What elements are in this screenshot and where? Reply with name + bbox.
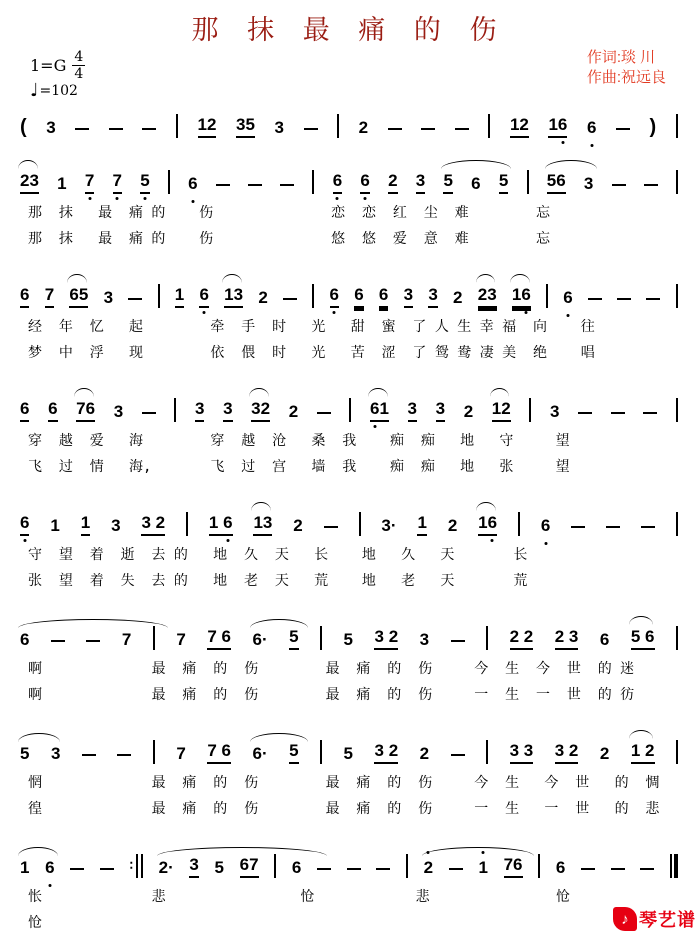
barline	[486, 740, 488, 764]
note: 67	[240, 855, 259, 878]
note: 3·	[381, 516, 397, 535]
lyrics-row: 惘 最 痛 的 伤 最 痛 的 伤 今 生 今 世 的 惆	[28, 775, 660, 791]
duration-dash	[611, 412, 625, 414]
note: 6	[45, 858, 54, 878]
duration-dash	[128, 298, 142, 300]
note: 2	[258, 288, 268, 307]
parenthesis: (	[20, 116, 27, 138]
parenthesis: )	[649, 116, 657, 138]
notation-line	[18, 388, 680, 428]
duration-dash	[117, 754, 131, 756]
note: 5	[289, 741, 298, 764]
note: 1	[417, 513, 426, 536]
duration-dash	[643, 412, 657, 414]
note: 2	[599, 744, 610, 763]
duration-dash	[70, 868, 84, 870]
note: 3	[111, 516, 121, 535]
slur-arc	[250, 619, 308, 628]
note: 2	[463, 402, 474, 421]
note: 3	[436, 399, 445, 422]
note: 6	[20, 513, 29, 536]
note: 3	[103, 288, 114, 307]
note: 2	[293, 516, 303, 535]
barline	[158, 284, 160, 308]
note: 3 3	[510, 741, 534, 764]
note: 6	[555, 858, 566, 877]
barline	[538, 854, 540, 878]
repeat-barline: ∶	[130, 854, 143, 878]
note: 16	[478, 513, 497, 536]
system	[18, 616, 680, 708]
note: 13	[253, 513, 272, 536]
note: 7	[45, 285, 54, 308]
note: 6	[354, 285, 363, 308]
note: 6	[188, 174, 197, 194]
quarter-note-icon: ♩	[30, 80, 39, 101]
barline	[676, 740, 678, 764]
low-octave-dot	[525, 311, 528, 314]
note: 2	[419, 744, 430, 763]
note: 3	[583, 174, 594, 193]
note: 16	[548, 115, 567, 138]
slur-arc	[18, 160, 38, 169]
duration-dash	[617, 298, 631, 300]
watermark-text: 琴艺谱	[639, 910, 696, 930]
high-octave-dot	[427, 851, 430, 854]
slur-arc	[441, 160, 511, 169]
barline	[518, 512, 520, 536]
barline	[529, 398, 531, 422]
barline	[676, 626, 678, 650]
credits	[587, 48, 666, 88]
barline	[676, 114, 678, 138]
note: 3 2	[141, 513, 165, 536]
slur-arc	[545, 160, 597, 169]
duration-dash	[612, 184, 626, 186]
barline	[174, 398, 176, 422]
lyrics-row: 飞 过 情 海, 飞 过 宫 墙 我 痴 痴 地 张 望	[28, 459, 570, 475]
barline	[546, 284, 548, 308]
duration-dash	[109, 128, 123, 130]
note: 2 2	[510, 627, 534, 650]
note: 6 1	[370, 399, 389, 422]
barline	[349, 398, 351, 422]
duration-dash	[142, 412, 156, 414]
barline	[153, 626, 155, 650]
lyrics-row: 那 抹 最 痛 的 伤 悠 悠 爱 意 难 忘	[28, 231, 551, 247]
barline	[274, 854, 276, 878]
duration-dash	[347, 868, 361, 870]
note: 2	[447, 516, 458, 535]
lyrics-row: 啊 最 痛 的 伤 最 痛 的 伤 一 生 一 世 的 彷	[28, 687, 635, 703]
slur-arc	[18, 619, 168, 628]
lyrics-row: 怅 悲 怆 悲 怆	[28, 889, 571, 905]
barline	[359, 512, 361, 536]
barline	[168, 170, 170, 194]
lyrics-row: 守 望 着 逝 去 的 地 久 天 长 地 久 天 长	[28, 547, 528, 563]
duration-dash	[51, 640, 65, 642]
lyrics-row: 穿 越 爱 海 穿 越 沧 桑 我 痴 痴 地 守 望	[28, 433, 570, 449]
slur-arc	[476, 502, 496, 511]
note: 6	[563, 288, 572, 308]
note: 5	[214, 858, 224, 877]
slur-arc	[251, 502, 271, 511]
notation-systems	[0, 104, 680, 936]
note: 6	[330, 285, 339, 308]
note: 6	[587, 118, 596, 138]
low-octave-dot	[590, 144, 593, 147]
duration-dash	[304, 128, 318, 130]
notation-line	[18, 502, 680, 542]
note: 7 6	[207, 627, 231, 650]
duration-dash	[646, 298, 660, 300]
note: 6	[541, 516, 550, 536]
note: 3	[50, 744, 61, 763]
low-octave-dot	[203, 311, 206, 314]
note: 3	[223, 399, 232, 422]
slur-arc	[249, 388, 269, 397]
lyrics-row: 张 望 着 失 去 的 地 老 天 荒 地 老 天 荒	[28, 573, 528, 589]
slur-arc	[18, 847, 58, 856]
low-octave-dot	[191, 200, 194, 203]
note: 35	[236, 115, 255, 138]
note: 3	[419, 630, 430, 649]
duration-dash	[421, 128, 435, 130]
slur-arc	[629, 616, 654, 625]
note: 12	[510, 115, 529, 138]
low-octave-dot	[48, 884, 51, 887]
barline	[676, 170, 678, 194]
note: 3	[404, 285, 413, 308]
note: 7	[113, 171, 122, 194]
note: 7	[121, 630, 132, 649]
note: 5	[443, 171, 452, 194]
final-barline	[670, 854, 678, 878]
note: 1	[50, 516, 60, 535]
note: 13	[224, 285, 243, 308]
duration-dash	[324, 526, 338, 528]
duration-dash	[75, 128, 89, 130]
slur-arc	[476, 274, 496, 283]
slur-arc	[67, 274, 87, 283]
system	[18, 730, 680, 822]
note: 2	[388, 171, 397, 194]
note: 5	[343, 744, 353, 763]
note: 5	[20, 744, 29, 764]
note: 3 2	[555, 741, 579, 764]
lyrics-row: 啊 最 痛 的 伤 最 痛 的 伤 今 生 今 世 的 迷	[28, 661, 635, 677]
barline	[320, 740, 322, 764]
low-octave-dot	[567, 314, 570, 317]
note: 3	[46, 118, 56, 137]
note: 6	[199, 285, 208, 308]
low-octave-dot	[544, 542, 547, 545]
duration-dash	[616, 128, 630, 130]
low-octave-dot	[23, 539, 26, 542]
note: 3 2	[374, 627, 398, 650]
note: 1 2	[631, 741, 655, 764]
note: 5	[343, 630, 353, 649]
duration-dash	[606, 526, 620, 528]
duration-dash	[388, 128, 402, 130]
duration-dash	[86, 640, 100, 642]
duration-dash	[82, 754, 96, 756]
low-octave-dot	[373, 425, 376, 428]
note: 6	[379, 285, 388, 308]
barline	[312, 284, 314, 308]
note: 3 2	[374, 741, 398, 764]
note: 6	[20, 630, 29, 650]
note: 6	[20, 399, 29, 422]
lyrics-row: 徨 最 痛 的 伤 最 痛 的 伤 一 生 一 世 的 悲	[28, 801, 660, 817]
key-signature: 1=G	[30, 56, 67, 75]
barline	[337, 114, 339, 138]
note: 1	[81, 513, 90, 536]
duration-dash	[641, 526, 655, 528]
note: 2	[288, 402, 299, 421]
barline	[320, 626, 322, 650]
note: 7	[85, 171, 94, 194]
note: 6	[333, 171, 342, 194]
low-octave-dot	[143, 197, 146, 200]
lyricist-credit: 作词:琰 川	[586, 49, 656, 66]
tempo-value: =102	[39, 83, 78, 99]
duration-dash	[248, 184, 262, 186]
duration-dash	[142, 128, 156, 130]
duration-dash	[451, 754, 465, 756]
low-octave-dot	[336, 197, 339, 200]
time-signature: $\frac{4}{4}$	[74, 49, 84, 82]
note: 3	[113, 402, 124, 421]
notation-line	[18, 730, 680, 770]
note: 1	[478, 858, 487, 878]
note: 2	[453, 288, 463, 307]
note: 6	[599, 630, 610, 649]
note: 2 3	[555, 627, 579, 650]
barline	[186, 512, 188, 536]
system	[18, 388, 680, 480]
tempo-marking	[30, 80, 85, 101]
slur-arc	[368, 388, 388, 397]
notation-line	[18, 844, 680, 884]
notation-line	[18, 274, 680, 314]
duration-dash	[317, 412, 331, 414]
note: 7	[176, 744, 186, 763]
slur-arc	[250, 733, 308, 742]
barline	[676, 284, 678, 308]
slur-arc	[18, 733, 60, 742]
note: 3	[189, 855, 198, 878]
note: 3	[195, 399, 204, 422]
low-octave-dot	[226, 539, 229, 542]
note: 7 6	[207, 741, 231, 764]
note: 12	[492, 399, 511, 422]
note: 76	[76, 399, 95, 422]
note: 56	[547, 171, 566, 194]
duration-dash	[100, 868, 114, 870]
duration-dash	[216, 184, 230, 186]
note: 12	[198, 115, 217, 138]
page-title: 那 抹 最 痛 的 伤	[191, 15, 507, 46]
low-octave-dot	[561, 141, 564, 144]
music-note-logo-icon: ♪	[613, 907, 637, 931]
note: 5	[499, 171, 508, 194]
note: 6	[360, 171, 369, 194]
lyrics-row: 怆	[28, 915, 42, 931]
note: 2	[358, 118, 369, 137]
note: 1 6	[209, 513, 233, 536]
meta-row	[0, 48, 698, 104]
duration-dash	[455, 128, 469, 130]
note: 1	[57, 174, 67, 193]
slur-arc	[629, 730, 654, 739]
low-octave-dot	[116, 197, 119, 200]
barline	[527, 170, 529, 194]
barline	[676, 512, 678, 536]
barline	[406, 854, 408, 878]
note: 6	[20, 285, 29, 308]
composer-credit: 作曲:祝远良	[586, 69, 666, 86]
note: 3	[274, 118, 284, 137]
barline	[486, 626, 488, 650]
duration-dash	[611, 868, 625, 870]
lyrics-row: 梦 中 浮 现 依 偎 时 光 苦 涩 了 鸳 鸯 凄 美 绝 唱	[28, 345, 595, 361]
duration-dash	[640, 868, 654, 870]
slur-arc	[222, 274, 242, 283]
duration-dash	[376, 868, 390, 870]
note: 76	[504, 855, 523, 878]
duration-dash	[280, 184, 294, 186]
slur-arc	[510, 274, 530, 283]
system	[18, 502, 680, 594]
duration-dash	[283, 298, 297, 300]
low-octave-dot	[491, 539, 494, 542]
lyrics-row: 经 年 忆 起 牵 手 时 光 甜 蜜 了 人 生 幸 福 向 往	[28, 319, 595, 335]
barline	[312, 170, 314, 194]
note: 3	[428, 285, 437, 308]
note: 6·	[252, 630, 267, 650]
note: 6	[471, 174, 481, 193]
note: 5	[289, 627, 298, 650]
barline	[153, 740, 155, 764]
note: 7	[176, 630, 186, 649]
note: 32	[251, 399, 270, 422]
note: 5	[140, 171, 149, 194]
key-block	[30, 50, 85, 99]
duration-dash	[588, 298, 602, 300]
note: 5 6	[631, 627, 655, 650]
lyrics-row: 那 抹 最 痛 的 伤 恋 恋 红 尘 难 忘	[28, 205, 551, 221]
note: 6	[291, 858, 302, 877]
note: 2	[424, 858, 433, 878]
note: 1	[175, 285, 184, 308]
slur-arc	[74, 388, 94, 397]
low-octave-dot	[333, 311, 336, 314]
note: 3	[549, 402, 560, 421]
note: 3	[408, 399, 417, 422]
duration-dash	[581, 868, 595, 870]
system	[18, 274, 680, 366]
barline	[488, 114, 490, 138]
watermark	[613, 906, 696, 932]
barline	[676, 398, 678, 422]
duration-dash	[578, 412, 592, 414]
system	[18, 844, 680, 936]
duration-dash	[571, 526, 585, 528]
low-octave-dot	[364, 197, 367, 200]
note: 2·	[159, 858, 174, 878]
duration-dash	[317, 868, 331, 870]
note: 6	[48, 399, 57, 422]
note: 16	[512, 285, 531, 308]
note: 23	[20, 171, 39, 194]
note: 1	[20, 858, 29, 878]
duration-dash	[449, 868, 463, 870]
system	[18, 160, 680, 252]
notation-line	[18, 104, 680, 144]
duration-dash	[451, 640, 465, 642]
system	[18, 104, 680, 144]
barline	[176, 114, 178, 138]
slur-arc	[490, 388, 510, 397]
note: 3	[416, 171, 425, 194]
low-octave-dot	[88, 197, 91, 200]
high-octave-dot	[482, 851, 485, 854]
notation-line	[18, 616, 680, 656]
duration-dash	[644, 184, 658, 186]
notation-line	[18, 160, 680, 200]
title-row	[0, 0, 698, 48]
note: 6·	[252, 744, 267, 764]
note: 65	[69, 285, 88, 308]
note: 23	[478, 285, 497, 308]
